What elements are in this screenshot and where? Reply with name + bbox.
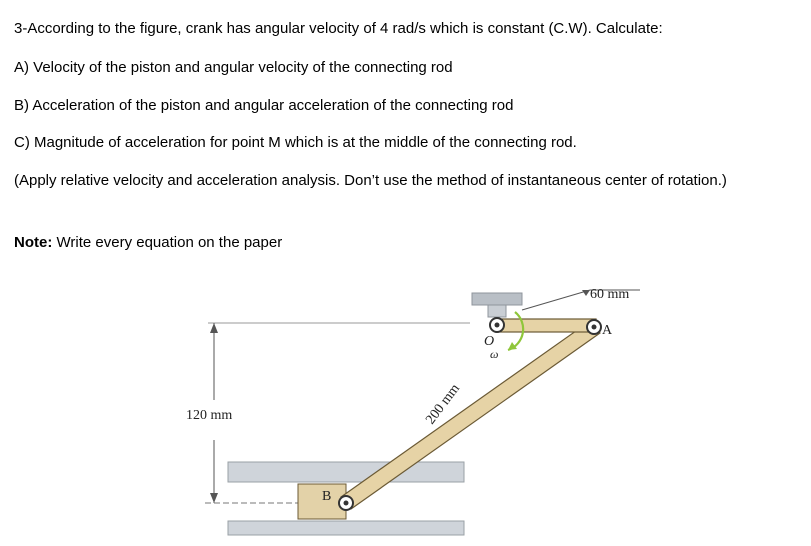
- joint-a-center: [592, 325, 597, 330]
- instruction-text: (Apply relative velocity and acceleration analysis. Don’t use the method of instantaneous center of rotation.): [14, 172, 727, 189]
- note-label: Note:: [14, 234, 53, 251]
- note-text: Write every equation on the paper: [52, 234, 283, 251]
- omega-label: ω: [490, 347, 499, 361]
- dim-120-label: 120 mm: [186, 408, 233, 423]
- dim-120-arrow-top: [210, 323, 218, 333]
- part-b-text: B) Acceleration of the piston and angular acceleration of the connecting rod: [14, 97, 514, 114]
- guide-rail-bottom: [228, 521, 464, 535]
- connecting-rod: [341, 321, 600, 509]
- pivot-bracket: [488, 305, 506, 317]
- joint-a-label: A: [602, 323, 613, 338]
- piston-label: B: [322, 489, 332, 504]
- dim-60-leader: [522, 290, 590, 310]
- part-c-text: C) Magnitude of acceleration for point M which is at the middle of the connecting rod.: [14, 134, 577, 151]
- crank-arm: [496, 319, 596, 332]
- part-a-text: A) Velocity of the piston and angular velocity of the connecting rod: [14, 59, 453, 76]
- pivot-label: O: [484, 334, 495, 349]
- joint-b-center: [344, 501, 349, 506]
- pivot-o-center: [495, 323, 500, 328]
- dim-200-label: 200 mm: [423, 381, 464, 428]
- dim-120-arrow-bottom: [210, 493, 218, 503]
- dim-60-arrow: [582, 290, 590, 296]
- guide-rail-top: [228, 462, 464, 482]
- dim-60-label: 60 mm: [590, 287, 630, 302]
- pivot-support: [472, 293, 522, 305]
- problem-heading: 3-According to the figure, crank has angular velocity of 4 rad/s which is constant (C.W). Calculate:: [14, 20, 663, 37]
